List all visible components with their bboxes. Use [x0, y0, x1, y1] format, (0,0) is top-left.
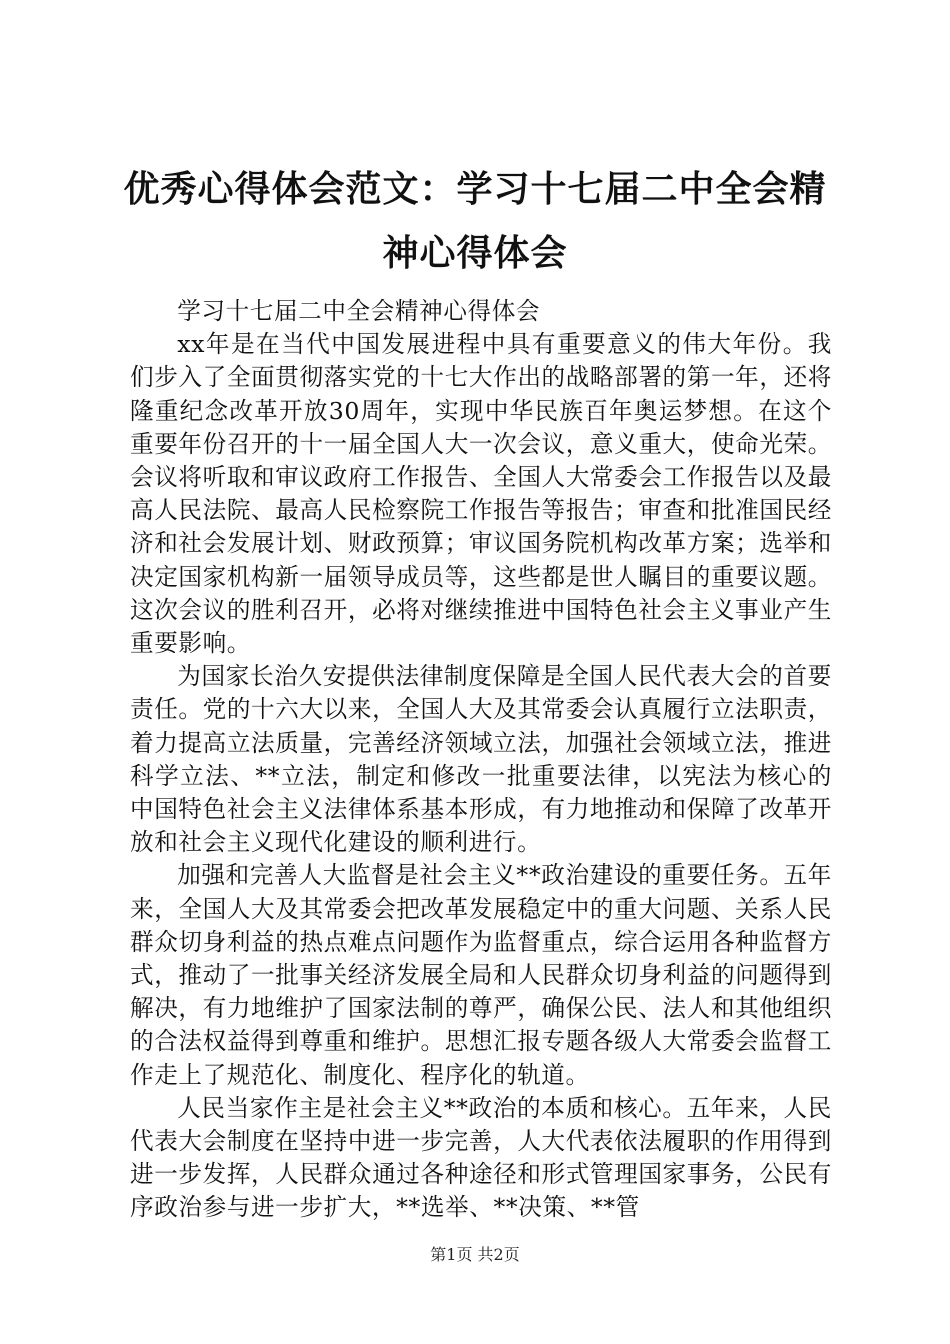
document-title: 优秀心得体会范文：学习十七届二中全会精神心得体会	[123, 169, 827, 274]
paragraph: xx年是在当代中国发展进程中具有重要意义的伟大年份。我们步入了全面贯彻落实党的十七大作出的战略部署的第一年，还将隆重纪念改革开放30周年，实现中华民族百年奥运梦想。在这个重要年份召开的十一届全国人大一次会议，意义重大，使命光荣。会议将听取和审议政府工作报告、全国人大常委会工作报告以及最高人民法院、最高人民检察院工作报告等报告；审查和批准国民经济和社会发展计划、财政预算；审议国务院机构改革方案；选举和决定国家机构新一届领导成员等，这些都是世人瞩目的重要议题。这次会议的胜利召开，必将对继续推进中国特色社会主义事业产生重要影响。	[130, 330, 832, 658]
paragraph-subtitle: 学习十七届二中全会精神心得体会	[177, 297, 541, 325]
page-number-footer: 第1页 共2页	[430, 1245, 520, 1264]
document-body	[130, 295, 832, 1225]
paragraph: 加强和完善人大监督是社会主义**政治建设的重要任务。五年来，全国人大及其常委会把改革发展稳定中的重大问题、关系人民群众切身利益的热点难点问题作为监督重点，综合运用各种监督方式，推动了一批事关经济发展全局和人民群众切身利益的问题得到解决，有力地维护了国家法制的尊严，确保公民、法人和其他组织的合法权益得到尊重和维护。思想汇报专题各级人大常委会监督工作走上了规范化、制度化、程序化的轨道。	[130, 861, 832, 1089]
paragraph: 为国家长治久安提供法律制度保障是全国人民代表大会的首要责任。党的十六大以来，全国人大及其常委会认真履行立法职责，着力提高立法质量，完善经济领域立法，加强社会领域立法，推进科学立法、**立法，制定和修改一批重要法律，以宪法为核心的中国特色社会主义法律体系基本形成，有力地推动和保障了改革开放和社会主义现代化建设的顺利进行。	[130, 662, 832, 857]
paragraph: 人民当家作主是社会主义**政治的本质和核心。五年来，人民代表大会制度在坚持中进一步完善，人大代表依法履职的作用得到进一步发挥，人民群众通过各种途径和形式管理国家事务，公民有序政治参与进一步扩大，**选举、**决策、**管	[130, 1093, 832, 1222]
